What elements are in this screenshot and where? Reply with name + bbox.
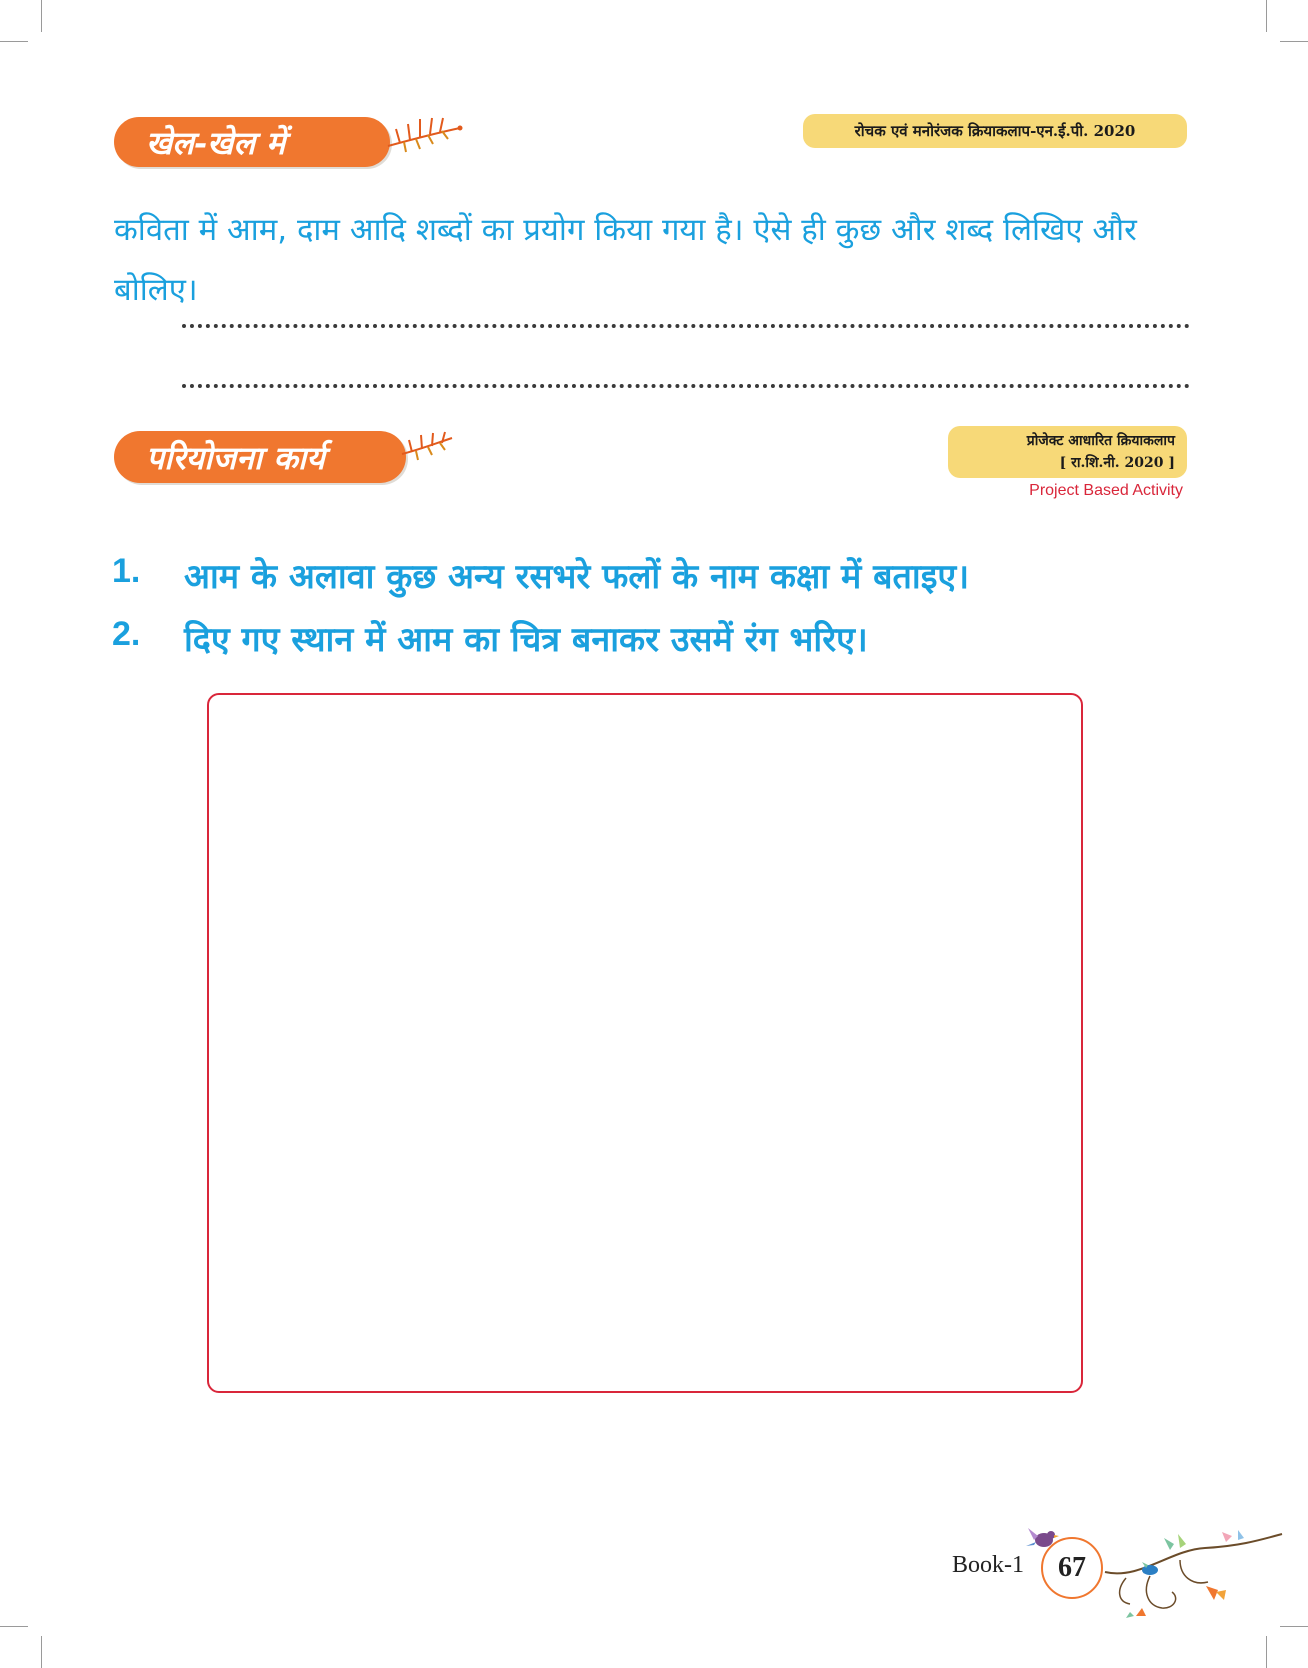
crop-mark <box>41 0 42 32</box>
crop-mark <box>1280 41 1308 42</box>
floral-vine-decoration-icon <box>1030 1520 1285 1620</box>
bird-icon <box>1024 1524 1060 1554</box>
nep-activity-tag-label: रोचक एवं मनोरंजक क्रियाकलाप-एन.ई.पी. 2020 <box>854 122 1136 140</box>
footer-book-label: Book-1 <box>952 1552 1024 1578</box>
crop-mark <box>1280 1626 1308 1627</box>
section-heading-label: परियोजना कार्य <box>146 438 325 477</box>
project-tag-line1: प्रोजेक्ट आधारित क्रियाकलाप <box>1026 433 1175 449</box>
project-item-1 <box>112 552 969 598</box>
leaf-sprig-icon <box>386 110 464 160</box>
page-number: 67 <box>1058 1552 1086 1583</box>
section-heading-label: खेल-खेल में <box>146 123 286 162</box>
project-tag-line2: [ रा.शि.नी. 2020 ] <box>1059 455 1175 471</box>
project-activity-tag <box>948 426 1187 478</box>
section-heading-khel <box>114 117 390 167</box>
crop-mark <box>0 1626 28 1627</box>
item-text: दिए गए स्थान में आम का चित्र बनाकर उसमें रंग भरिए। <box>184 620 868 660</box>
section1-instruction: कविता में आम, दाम आदि शब्दों का प्रयोग किया गया है। ऐसे ही कुछ और शब्द लिखिए और बोलिए। <box>114 212 1137 308</box>
nep-activity-tag <box>803 114 1187 148</box>
item-number: 1. <box>112 552 141 590</box>
item-text: आम के अलावा कुछ अन्य रसभरे फलों के नाम कक्षा में बताइए। <box>184 557 970 597</box>
crop-mark <box>1266 0 1267 32</box>
project-tag-english: Project Based Activity <box>1029 482 1183 499</box>
crop-mark <box>41 1636 42 1668</box>
answer-line-1 <box>182 324 1190 328</box>
answer-line-2 <box>182 384 1190 388</box>
crop-mark <box>1266 1636 1267 1668</box>
leaf-sprig-icon <box>400 424 456 468</box>
section-heading-project <box>114 431 406 483</box>
project-item-2 <box>112 615 868 661</box>
crop-mark <box>0 41 28 42</box>
drawing-box[interactable] <box>207 693 1083 1393</box>
item-number: 2. <box>112 615 141 653</box>
